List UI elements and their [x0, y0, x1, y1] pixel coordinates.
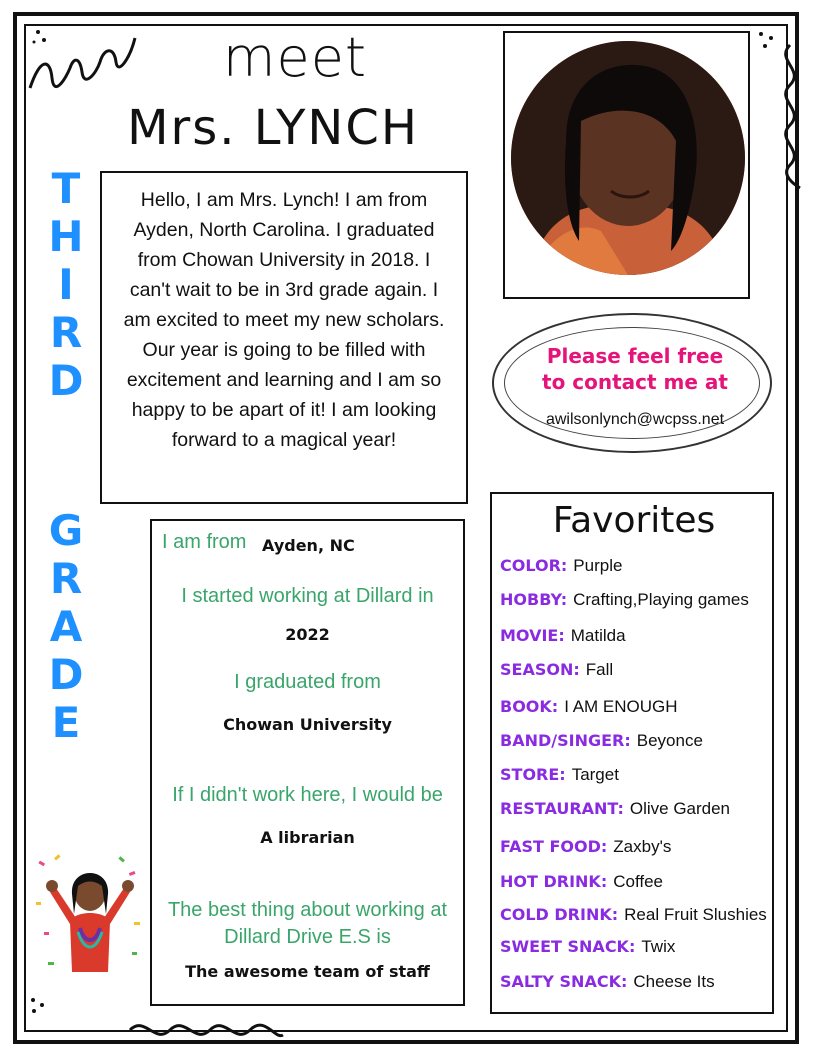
favorites-title: Favorites [552, 500, 716, 541]
fav-label: BOOK: [500, 697, 559, 716]
fav-row-saltysnack [500, 972, 715, 992]
fav-value: Target [571, 765, 619, 784]
bitmoji-avatar-icon [34, 852, 146, 976]
fav-row-sweetsnack [500, 937, 675, 957]
contact-email[interactable]: awilsonlynch@wcpss.net [545, 411, 725, 428]
fav-label: MOVIE: [500, 626, 565, 645]
fav-row-movie [500, 626, 626, 646]
letter: D [48, 650, 84, 699]
letter: I [58, 260, 74, 309]
dots-icon [28, 995, 52, 1019]
contact-line2: to contact me at [542, 370, 728, 394]
fact-grad-answer: Chowan University [223, 715, 392, 734]
fav-value: I AM ENOUGH [564, 697, 678, 716]
fact-started-question: I started working at Dillard in [181, 585, 434, 607]
fav-label: SWEET SNACK: [500, 937, 636, 956]
fav-value: Crafting,Playing games [573, 590, 749, 609]
right-swirl-icon [770, 40, 810, 190]
fact-started-answer: 2022 [285, 625, 330, 644]
fav-row-band [500, 731, 703, 751]
fav-label: SALTY SNACK: [500, 972, 628, 991]
fact-alt-answer: A librarian [260, 828, 355, 847]
fav-row-colddrink [500, 905, 767, 925]
fav-label: SEASON: [500, 660, 580, 679]
fav-value: Twix [641, 937, 676, 956]
fav-value: Fall [585, 660, 614, 679]
bottom-swirl-icon [125, 1010, 285, 1050]
fav-label: COLOR: [500, 556, 568, 575]
fav-label: FAST FOOD: [500, 837, 608, 856]
bio-box [100, 171, 468, 504]
letter: R [49, 554, 83, 603]
fav-label: BAND/SINGER: [500, 731, 631, 750]
teacher-name: Mrs. LYNCH [127, 100, 419, 156]
letter: E [51, 698, 81, 747]
contact-title [522, 343, 748, 395]
fav-row-color [500, 556, 622, 576]
fact-best-question-line1: The best thing about working at [167, 899, 448, 921]
fav-value: Olive Garden [629, 799, 731, 818]
fav-label: COLD DRINK: [500, 905, 619, 924]
meet-heading: meet [222, 26, 368, 89]
favorites-box [490, 492, 774, 1014]
fact-grad-question: I graduated from [234, 671, 381, 693]
fact-best-answer: The awesome team of staff [185, 962, 430, 981]
contact-card [482, 303, 787, 463]
fact-from-answer: Ayden, NC [262, 536, 355, 555]
letter: G [48, 506, 84, 555]
fav-row-fastfood [500, 837, 671, 857]
fav-row-store [500, 765, 619, 785]
photo-frame [503, 31, 750, 299]
fav-value: Beyonce [636, 731, 703, 750]
fav-row-hotdrink [500, 872, 663, 892]
fav-label: HOBBY: [500, 590, 568, 609]
top-left-swirl-icon [20, 18, 140, 108]
fav-row-book [500, 697, 678, 717]
fav-row-restaurant [500, 799, 730, 819]
teacher-photo [511, 41, 745, 275]
bio-text: Hello, I am Mrs. Lynch! I am from Ayden, North Carolina. I graduated from Chowan University in 2018. I can't wait to be in 3rd grade again. I am excited to meet my new scholars. Our year is going to be filled with excitement and learning and I am so happy to be apart of it! I am looking forward to a magical year! [123, 189, 445, 451]
fact-alt-question: If I didn't work here, I would be [172, 784, 443, 806]
grade-vertical-word [38, 506, 94, 750]
letter: H [48, 212, 84, 261]
fact-from-question: I am from [162, 531, 247, 553]
fav-row-season [500, 660, 613, 680]
letter: T [51, 164, 81, 213]
fav-value: Zaxby's [613, 837, 672, 856]
fav-row-hobby [500, 590, 749, 610]
fav-value: Cheese Its [633, 972, 715, 991]
fav-value: Coffee [613, 872, 663, 891]
facts-box [150, 519, 465, 1006]
fact-best-question-line2: Dillard Drive E.S is [224, 926, 391, 948]
fav-value: Purple [573, 556, 623, 575]
fav-label: HOT DRINK: [500, 872, 608, 891]
letter: R [49, 308, 83, 357]
fav-value: Real Fruit Slushies [624, 905, 767, 924]
letter: A [49, 602, 83, 651]
fav-label: RESTAURANT: [500, 799, 624, 818]
dots-icon [755, 28, 779, 52]
contact-line1: Please feel free [546, 344, 724, 368]
fav-value: Matilda [570, 626, 626, 645]
fav-label: STORE: [500, 765, 566, 784]
third-vertical-word [38, 164, 94, 408]
letter: D [48, 356, 84, 405]
